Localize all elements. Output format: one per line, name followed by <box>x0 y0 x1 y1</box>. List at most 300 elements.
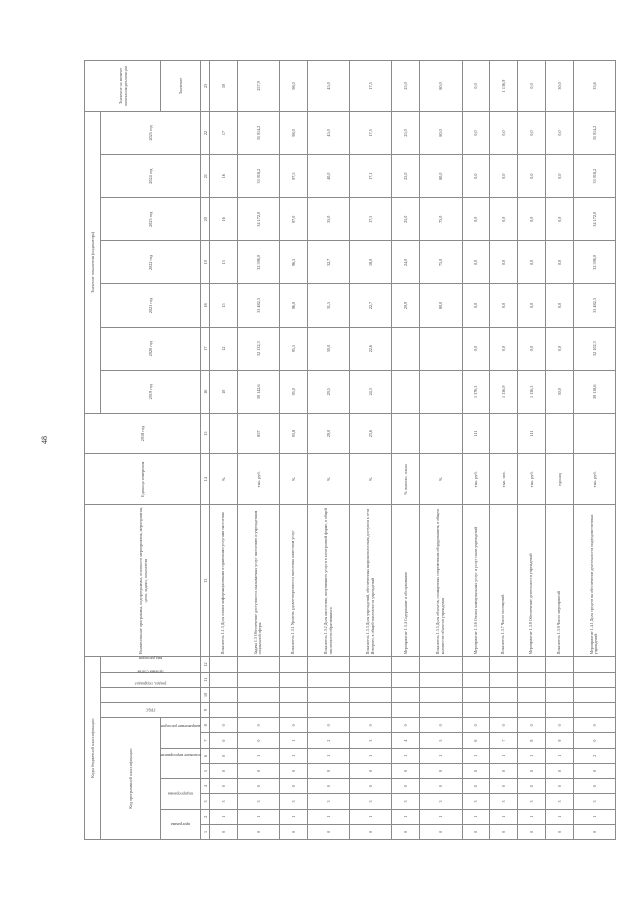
code-cell: 1 <box>420 809 462 824</box>
page-number: 48 <box>40 436 49 444</box>
column-number: 13 <box>201 505 210 657</box>
column-number: 3 <box>201 794 210 809</box>
year-value-cell: 0,0 <box>462 284 490 327</box>
budget-code-cell <box>420 657 462 672</box>
code-cell: 1 <box>237 748 279 763</box>
year-value-cell: 30,0 <box>307 327 349 370</box>
column-number: 7 <box>201 733 210 748</box>
base-value-cell <box>545 413 573 454</box>
year-value-cell <box>392 370 420 413</box>
code-cell: 2 <box>307 733 349 748</box>
year-value-cell: 16 <box>210 155 238 198</box>
final-sub-header: Значение <box>161 61 201 112</box>
code-cell: 0 <box>210 779 238 794</box>
code-cell: 0 <box>545 718 573 733</box>
year-6-header: 2024 год <box>101 155 201 198</box>
code-cell: 1 <box>545 809 573 824</box>
year-value-cell: 17,5 <box>350 111 392 154</box>
code-cell: 0 <box>462 718 490 733</box>
year-value-cell: 25,0 <box>392 198 420 241</box>
final-value-cell: 50 <box>210 61 238 112</box>
budget-code-cell <box>280 703 308 718</box>
budget-code-cell <box>420 672 462 687</box>
code-cell: 0 <box>280 824 308 839</box>
column-number: 15 <box>201 413 210 454</box>
budget-code-cell <box>280 657 308 672</box>
budget-code-cell <box>237 672 279 687</box>
year-value-cell: 17,5 <box>350 198 392 241</box>
year-value-cell: 98,0 <box>280 111 308 154</box>
unit-cell: % <box>280 454 308 505</box>
code-cell: 0 <box>420 763 462 778</box>
year-2-header: 2020 год <box>101 327 201 370</box>
year-value-cell: 30 142,6 <box>237 370 279 413</box>
column-number: 21 <box>201 155 210 198</box>
year-value-cell: 17,1 <box>350 155 392 198</box>
code-cell: 0 <box>237 763 279 778</box>
code-cell: 1 <box>490 809 518 824</box>
column-number: 9 <box>201 703 210 718</box>
grbs-header: ГРБС <box>101 703 201 718</box>
code-cell: 0 <box>210 718 238 733</box>
code-cell: 0 <box>462 763 490 778</box>
year-value-cell: 0,0 <box>545 198 573 241</box>
budget-code-cell <box>392 672 420 687</box>
column-number: 2 <box>201 809 210 824</box>
column-number: 14 <box>201 454 210 505</box>
base-value-cell <box>392 413 420 454</box>
base-value-cell: 111 <box>518 413 546 454</box>
code-cell: 0 <box>573 824 615 839</box>
table-row <box>350 61 392 840</box>
code-cell: 0 <box>350 718 392 733</box>
code-cell: 0 <box>350 779 392 794</box>
code-cell: 0 <box>573 779 615 794</box>
year-value-cell: 1 376,3 <box>462 370 490 413</box>
budget-code-cell <box>420 687 462 702</box>
measure-name: Показатель 1.3.9 Число мероприятий <box>545 505 573 657</box>
budget-code-cell <box>490 657 518 672</box>
final-value-cell: 25,0 <box>392 61 420 112</box>
budget-code-cell <box>392 703 420 718</box>
year-value-cell <box>392 327 420 370</box>
code-cell: 1 <box>392 809 420 824</box>
budget-code-cell <box>518 703 546 718</box>
code-cell: 1 <box>518 748 546 763</box>
budget-code-cell <box>462 687 490 702</box>
code-cell: 0 <box>420 718 462 733</box>
year-value-cell: 0,0 <box>518 284 546 327</box>
code-cell: 3 <box>392 794 420 809</box>
unit-cell: % <box>307 454 349 505</box>
base-value-cell: 857 <box>237 413 279 454</box>
code-cell: 0 <box>237 779 279 794</box>
csr-header: целевая статья <box>101 672 201 687</box>
code-cell: 0 <box>462 779 490 794</box>
budget-code-cell <box>280 672 308 687</box>
year-value-cell: 0,0 <box>518 155 546 198</box>
code-cell: 0 <box>307 824 349 839</box>
code-cell: 3 <box>462 794 490 809</box>
year-value-cell: 32 596,0 <box>573 241 615 284</box>
year-value-cell: 45,0 <box>307 111 349 154</box>
year-value-cell: 30 118,6 <box>573 370 615 413</box>
column-number: 12 <box>201 657 210 672</box>
year-value-cell: 80,0 <box>420 155 462 198</box>
base-year-header: 2018 год <box>85 413 201 454</box>
code-cell: 3 <box>490 794 518 809</box>
column-number: 19 <box>201 241 210 284</box>
year-value-cell: 34 172,0 <box>237 198 279 241</box>
column-number: 23 <box>201 61 210 112</box>
code-cell: 0 <box>280 718 308 733</box>
code-cell: 3 <box>237 794 279 809</box>
budget-code-cell <box>237 703 279 718</box>
code-cell: 0 <box>392 824 420 839</box>
budget-code-cell <box>237 687 279 702</box>
year-value-cell: 25,0 <box>392 155 420 198</box>
budget-code-cell <box>210 687 238 702</box>
year-value-cell: 24,0 <box>392 241 420 284</box>
code-cell: 0 <box>392 718 420 733</box>
year-value-cell: 0,0 <box>462 198 490 241</box>
year-value-cell: 0,0 <box>462 241 490 284</box>
code-cell: 9 <box>545 733 573 748</box>
unit-cell: % <box>210 454 238 505</box>
code-cell: 0 <box>573 733 615 748</box>
year-4-header: 2022 год <box>101 241 201 284</box>
year-value-cell: 25,0 <box>392 111 420 154</box>
code-cell: 0 <box>490 718 518 733</box>
base-value-cell <box>420 413 462 454</box>
unit-cell: тыс. руб. <box>237 454 279 505</box>
year-value-cell: 35 014,2 <box>573 111 615 154</box>
code-cell: 8 <box>518 733 546 748</box>
code-cell: 0 <box>490 779 518 794</box>
code-cell: 3 <box>350 733 392 748</box>
year-value-cell: 80,0 <box>420 111 462 154</box>
base-value-cell: 29,0 <box>307 413 349 454</box>
data-table-sheet <box>84 60 616 840</box>
code-cell: 0 <box>237 718 279 733</box>
code-cell: 0 <box>210 824 238 839</box>
year-1-header: 2019 год <box>101 370 201 413</box>
year-value-cell: 0,0 <box>462 155 490 198</box>
year-value-cell: 0,0 <box>490 327 518 370</box>
code-cell: 1 <box>392 748 420 763</box>
year-value-cell: 33 018,2 <box>573 155 615 198</box>
final-value-cell: 0,0 <box>462 61 490 112</box>
code-cell: 0 <box>518 824 546 839</box>
budget-code-cell <box>545 703 573 718</box>
column-number: 10 <box>201 687 210 702</box>
year-value-cell: 33 018,2 <box>237 155 279 198</box>
measure-name: Показатель 1.3.1 Уровень удовлетворенности населения качеством услуг <box>280 505 308 657</box>
budget-code-cell <box>350 657 392 672</box>
measure-name: Мероприятие 1.3.6 Оплата коммунальных услуг и услуг связи учреждений <box>462 505 490 657</box>
measure-name: Показатель 1.3.3 Доля учреждений, обеспеченных широкополосным доступом к сети Интернет, в общей численности учреждений <box>350 505 392 657</box>
vr-header: вид расходов <box>101 657 201 672</box>
code-cell: 0 <box>518 763 546 778</box>
code-cell: 0 <box>420 824 462 839</box>
budget-code-cell <box>573 672 615 687</box>
budget-code-cell <box>490 687 518 702</box>
budget-code-cell <box>490 672 518 687</box>
code-cell: 0 <box>518 718 546 733</box>
table-row <box>237 61 279 840</box>
budget-code-cell <box>545 687 573 702</box>
year-value-cell: 16 <box>210 198 238 241</box>
indicator-table <box>84 60 616 840</box>
code-cell: 1 <box>237 809 279 824</box>
budget-code-cell <box>518 687 546 702</box>
unit-cell: единиц <box>545 454 573 505</box>
code-cell: 0 <box>545 824 573 839</box>
budget-code-cell <box>462 672 490 687</box>
measure-name: Мероприятие 1.3.8 Обеспечение деятельности учреждений <box>518 505 546 657</box>
budget-code-cell <box>350 672 392 687</box>
budget-code-cell <box>462 657 490 672</box>
budget-code-cell <box>307 687 349 702</box>
year-value-cell: 95,5 <box>280 327 308 370</box>
code-cell: 3 <box>545 794 573 809</box>
code-cell: 3 <box>350 794 392 809</box>
unit-cell: тыс. руб. <box>462 454 490 505</box>
year-3-header: 2021 год <box>101 284 201 327</box>
unit-cell: тыс. руб. <box>573 454 615 505</box>
program-codes-header: Код программной классификации <box>101 718 161 840</box>
budget-code-cell <box>307 657 349 672</box>
measure-header: Наименование программы, подпрограммы, основного мероприятия, мероприятия, цели, задачи, показателя <box>85 505 201 657</box>
final-value-cell: 17,5 <box>350 61 392 112</box>
year-value-cell: 33 482,3 <box>237 284 279 327</box>
code-cell: 0 <box>237 733 279 748</box>
code-cell: 1 <box>280 809 308 824</box>
column-number-row <box>201 61 210 840</box>
year-value-cell: 35,0 <box>307 198 349 241</box>
year-value-cell: 0,0 <box>545 111 573 154</box>
budget-code-cell <box>573 703 615 718</box>
subprogram-header: подпрограмма <box>161 779 201 809</box>
code-cell: 7 <box>490 733 518 748</box>
year-value-cell: 24,3 <box>350 370 392 413</box>
year-value-cell: 29,5 <box>307 370 349 413</box>
final-header: Значение на момент окончания реализации <box>85 61 161 112</box>
year-value-cell: 97,0 <box>280 198 308 241</box>
budget-code-cell <box>210 703 238 718</box>
final-value-cell: 1 136,9 <box>490 61 518 112</box>
measure-name: Мероприятие 1.3.4 Содержание и обслуживание <box>392 505 420 657</box>
year-value-cell: 95,0 <box>280 370 308 413</box>
year-value-cell <box>420 370 462 413</box>
year-value-cell: 17 <box>210 111 238 154</box>
year-value-cell: 13 <box>210 241 238 284</box>
column-number: 4 <box>201 779 210 794</box>
code-cell: 3 <box>573 794 615 809</box>
code-cell: 3 <box>280 794 308 809</box>
budget-code-cell <box>307 703 349 718</box>
codes-group-header: Коды бюджетной классификации <box>85 657 101 840</box>
budget-code-cell <box>518 657 546 672</box>
year-value-cell: 10 <box>210 370 238 413</box>
year-value-cell: 12 <box>210 327 238 370</box>
code-cell: 0 <box>545 763 573 778</box>
year-value-cell: 96,0 <box>280 284 308 327</box>
measure-name: Показатель 1.3.2 Доля населения, получившего услуги в электронной форме, в общей численности обратившихся <box>307 505 349 657</box>
table-row <box>307 61 349 840</box>
code-cell: 0 <box>545 779 573 794</box>
base-value-cell: 93,8 <box>280 413 308 454</box>
code-cell: 0 <box>280 763 308 778</box>
year-value-cell: 0,0 <box>545 241 573 284</box>
column-number: 18 <box>201 284 210 327</box>
final-value-cell: 45,0 <box>307 61 349 112</box>
code-cell: 1 <box>462 748 490 763</box>
budget-code-cell <box>462 703 490 718</box>
year-value-cell: 0,0 <box>518 198 546 241</box>
column-number: 1 <box>201 824 210 839</box>
rzpr-header: раздел, подраздел <box>101 687 201 702</box>
year-value-cell: 30,0 <box>545 370 573 413</box>
base-value-cell: 23,6 <box>350 413 392 454</box>
year-value-cell: 0,0 <box>462 111 490 154</box>
code-cell: 1 <box>350 748 392 763</box>
year-value-cell: 0,0 <box>490 155 518 198</box>
code-cell: 1 <box>210 809 238 824</box>
base-value-cell <box>210 413 238 454</box>
code-cell: 1 <box>490 748 518 763</box>
year-value-cell: 32 596,0 <box>237 241 279 284</box>
final-value-cell: 30,0 <box>545 61 573 112</box>
code-cell: 0 <box>490 824 518 839</box>
code-cell: 1 <box>350 809 392 824</box>
year-5-header: 2023 год <box>101 198 201 241</box>
year-value-cell: 1 136,3 <box>518 370 546 413</box>
code-cell: 0 <box>350 763 392 778</box>
budget-code-cell <box>392 657 420 672</box>
measure-name: Показатель 1.3.5 Доля объектов, оснащенных современным оборудованием, в общем количестве объектов учреждения <box>420 505 462 657</box>
code-cell: 0 <box>307 763 349 778</box>
year-value-cell: 75,0 <box>420 198 462 241</box>
column-number: 16 <box>201 370 210 413</box>
year-value-cell: 32,7 <box>307 241 349 284</box>
column-number: 22 <box>201 111 210 154</box>
unit-cell: % выполн. плана <box>392 454 420 505</box>
unit-cell: тыс. руб. <box>518 454 546 505</box>
code-cell: 1 <box>545 748 573 763</box>
code-cell: 2 <box>573 748 615 763</box>
budget-code-cell <box>545 672 573 687</box>
budget-code-cell <box>210 672 238 687</box>
column-number: 17 <box>201 327 210 370</box>
code-cell: 0 <box>307 779 349 794</box>
code-cell: 3 <box>307 794 349 809</box>
year-value-cell: 0,0 <box>490 198 518 241</box>
table-row <box>280 61 308 840</box>
code-cell: 0 <box>573 718 615 733</box>
code-cell: 0 <box>573 763 615 778</box>
year-value-cell: 33 482,3 <box>573 284 615 327</box>
code-cell: 0 <box>307 718 349 733</box>
code-cell: 1 <box>573 809 615 824</box>
year-value-cell: 1 136,9 <box>490 370 518 413</box>
year-value-cell: 0,0 <box>545 327 573 370</box>
code-cell: 3 <box>420 794 462 809</box>
year-value-cell: 97,5 <box>280 155 308 198</box>
code-cell: 5 <box>420 733 462 748</box>
budget-code-cell <box>518 672 546 687</box>
year-value-cell: 22,6 <box>350 327 392 370</box>
code-cell: 3 <box>210 794 238 809</box>
column-number: 5 <box>201 763 210 778</box>
code-cell: 0 <box>518 779 546 794</box>
main-event-header: основное мероприятие <box>161 748 201 778</box>
year-value-cell: 31,5 <box>307 284 349 327</box>
year-value-cell: 20,9 <box>392 284 420 327</box>
code-cell: 1 <box>280 733 308 748</box>
code-cell: 1 <box>518 809 546 824</box>
year-value-cell: 0,0 <box>490 241 518 284</box>
code-cell: 0 <box>392 763 420 778</box>
year-value-cell <box>420 327 462 370</box>
code-cell: 0 <box>420 779 462 794</box>
code-cell: 1 <box>280 748 308 763</box>
year-value-cell: 0,0 <box>462 327 490 370</box>
code-cell: 0 <box>210 763 238 778</box>
table-row <box>462 61 490 840</box>
base-value-cell <box>490 413 518 454</box>
code-cell: 0 <box>237 824 279 839</box>
year-value-cell: 75,0 <box>420 241 462 284</box>
column-number: 11 <box>201 672 210 687</box>
year-value-cell: 80,0 <box>420 284 462 327</box>
final-value-cell: 33,6 <box>573 61 615 112</box>
budget-code-cell <box>307 672 349 687</box>
year-value-cell: 0,0 <box>518 111 546 154</box>
budget-code-cell <box>350 687 392 702</box>
year-value-cell: 40,0 <box>307 155 349 198</box>
code-cell: 1 <box>307 809 349 824</box>
table-row <box>545 61 573 840</box>
year-value-cell: 15 <box>210 284 238 327</box>
direction-header: направление расходов <box>161 718 201 748</box>
code-cell: 0 <box>210 733 238 748</box>
table-row <box>573 61 615 840</box>
table-row <box>518 61 546 840</box>
code-cell: 0 <box>210 748 238 763</box>
program-header: программа <box>161 809 201 839</box>
year-value-cell: 35 014,2 <box>237 111 279 154</box>
code-cell: 0 <box>392 779 420 794</box>
code-cell: 3 <box>518 794 546 809</box>
budget-code-cell <box>392 687 420 702</box>
year-7-header: 2025 год <box>101 111 201 154</box>
code-cell: 0 <box>462 824 490 839</box>
code-cell: 0 <box>490 763 518 778</box>
budget-code-cell <box>573 657 615 672</box>
table-row <box>490 61 518 840</box>
measure-name: Показатель 1.3.7 Число посещений <box>490 505 518 657</box>
column-number: 8 <box>201 718 210 733</box>
base-value-cell: 111 <box>462 413 490 454</box>
final-value-cell: 98,0 <box>280 61 308 112</box>
final-value-cell: 0,0 <box>518 61 546 112</box>
budget-code-cell <box>350 703 392 718</box>
unit-cell: тыс. чел. <box>490 454 518 505</box>
code-cell: 0 <box>280 779 308 794</box>
budget-code-cell <box>490 703 518 718</box>
table-row <box>392 61 420 840</box>
